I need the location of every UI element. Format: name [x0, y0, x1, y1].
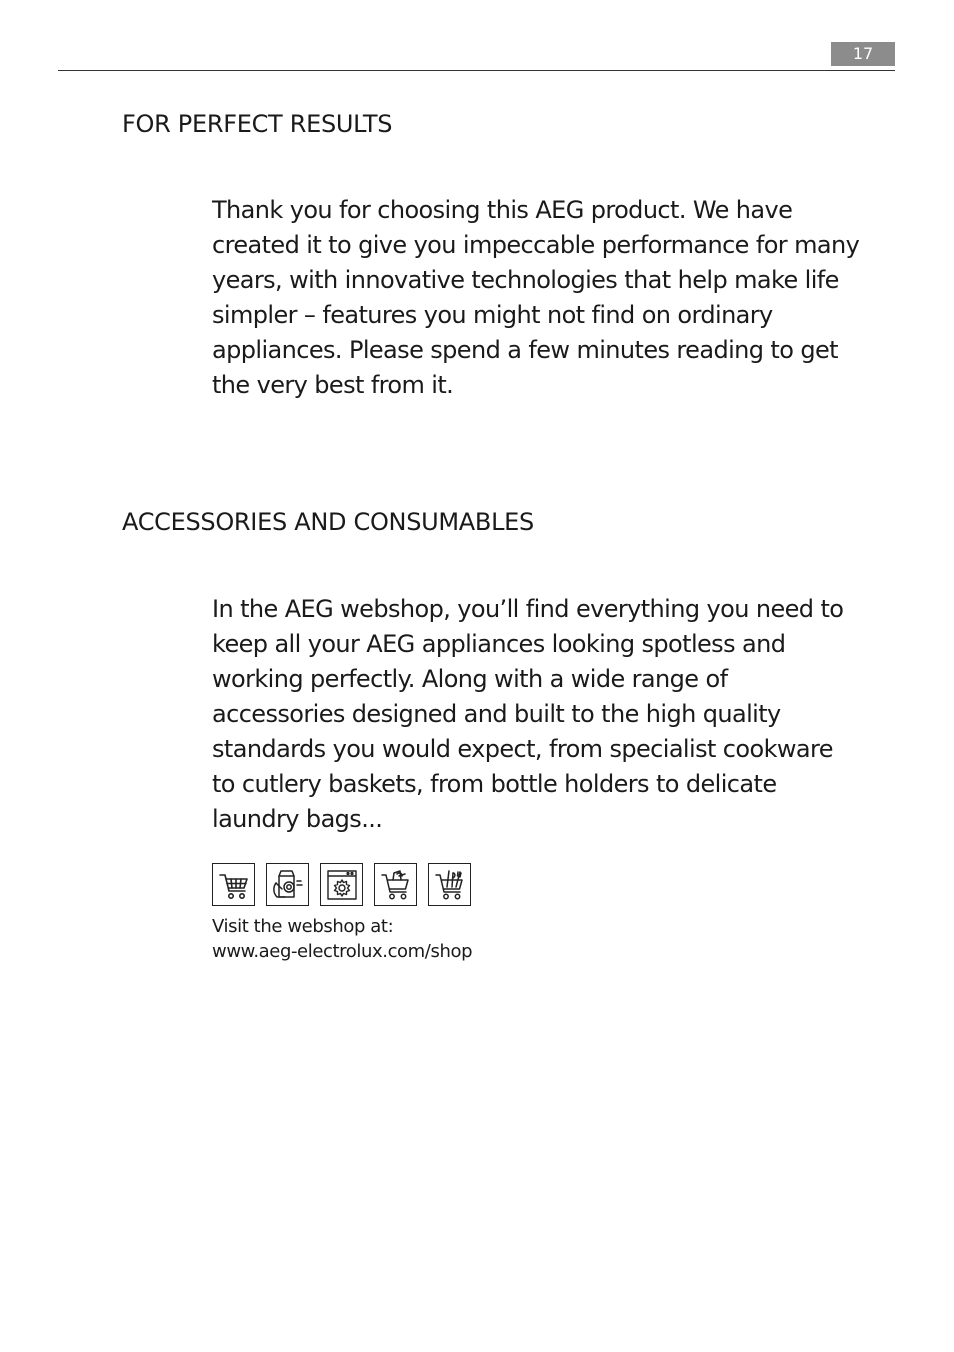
paragraph-line: to cutlery baskets, from bottle holders to delicate: [212, 770, 777, 798]
paragraph-line: keep all your AEG appliances looking spotless and: [212, 630, 786, 658]
paragraph-line: accessories designed and built to the high quality: [212, 700, 781, 728]
page-number: 17: [831, 42, 895, 66]
accessories-paragraph: [212, 592, 902, 837]
webshop-icon-row: [212, 863, 471, 908]
shopping-cart-icon: [212, 863, 255, 906]
header-rule: [58, 70, 895, 71]
section-heading-perfect-results: FOR PERFECT RESULTS: [122, 110, 393, 138]
paragraph-line: working perfectly. Along with a wide range of: [212, 665, 728, 693]
paragraph-line: In the AEG webshop, you’ll find everything you need to: [212, 595, 844, 623]
cleaning-product-icon: [266, 863, 309, 906]
paragraph-line: laundry bags...: [212, 805, 383, 833]
paragraph-line: appliances. Please spend a few minutes reading to get: [212, 336, 838, 364]
paragraph-line: standards you would expect, from specialist cookware: [212, 735, 833, 763]
paragraph-line: simpler – features you might not find on ordinary: [212, 301, 773, 329]
paragraph-line: Thank you for choosing this AEG product. We have: [212, 196, 793, 224]
paragraph-line: created it to give you impeccable performance for many: [212, 231, 860, 259]
cart-with-care-product-icon: [374, 863, 417, 906]
appliance-spare-part-icon: [320, 863, 363, 906]
intro-paragraph: [212, 193, 902, 403]
webshop-url[interactable]: www.aeg-electrolux.com/shop: [212, 941, 473, 962]
paragraph-line: years, with innovative technologies that help make life: [212, 266, 839, 294]
webshop-caption-text: Visit the webshop at:: [212, 916, 394, 937]
section-heading-accessories: ACCESSORIES AND CONSUMABLES: [122, 508, 534, 536]
webshop-caption: [212, 914, 472, 964]
paragraph-line: the very best from it.: [212, 371, 454, 399]
cart-with-utensils-icon: [428, 863, 471, 906]
